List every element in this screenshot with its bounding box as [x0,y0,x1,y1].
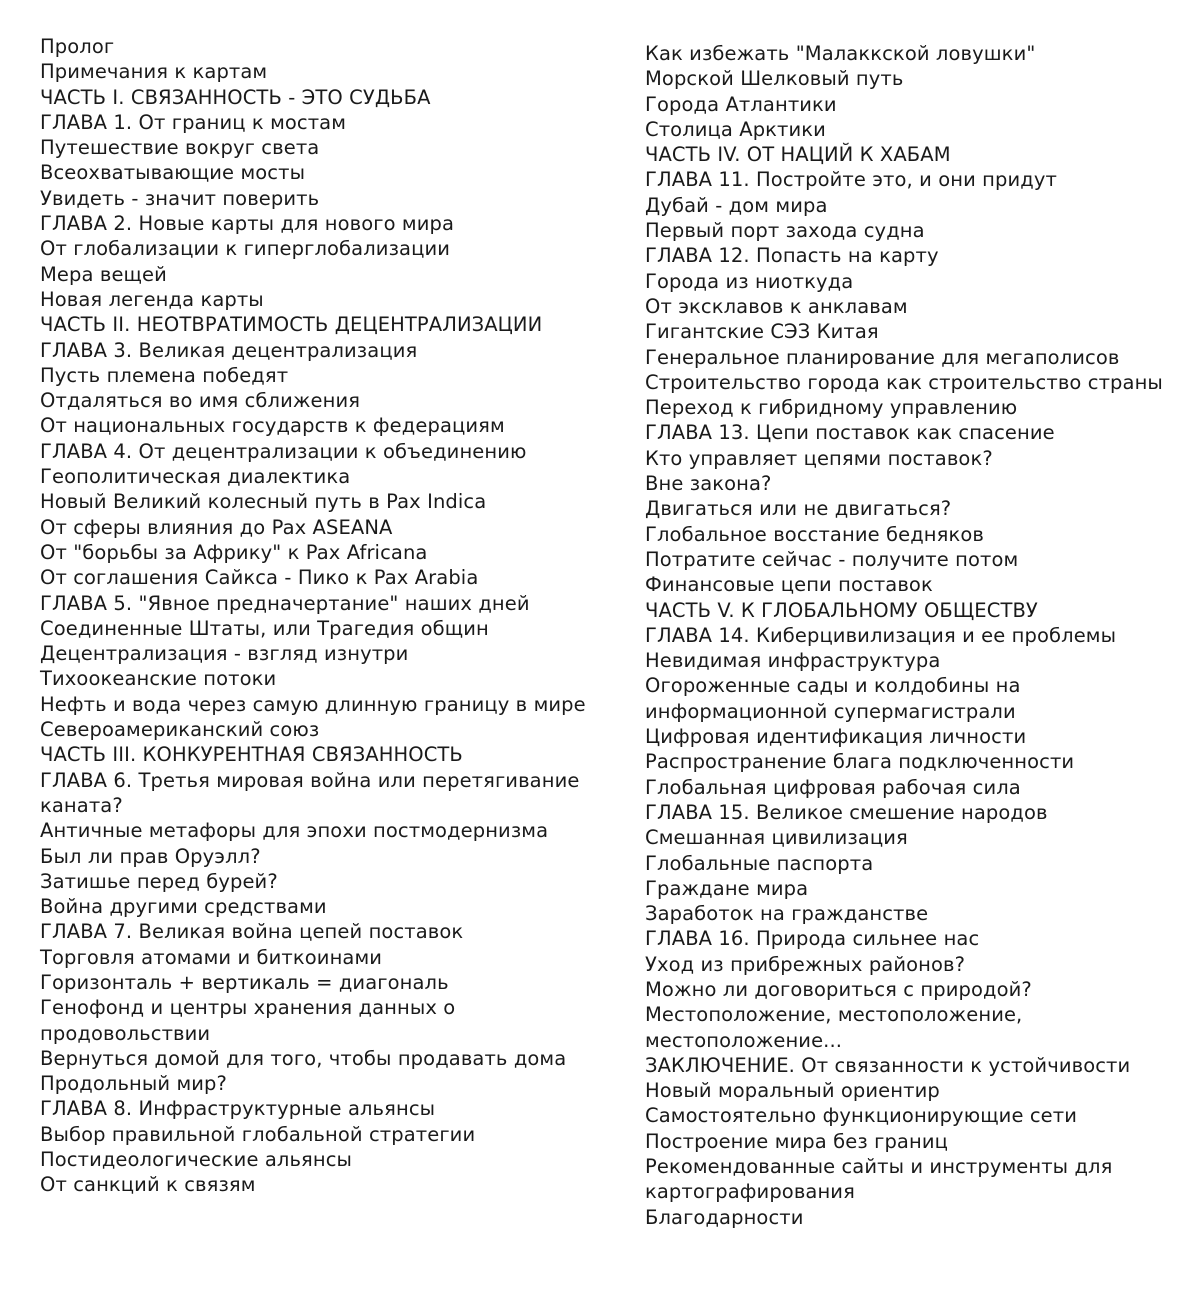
toc-entry: Путешествие вокруг света [40,136,320,160]
toc-entry: Затишье перед бурей? [40,869,278,893]
toc-entry: Античные метафоры для эпохи постмодернизма [40,819,549,843]
toc-entry: Всеохватывающие мосты [40,161,306,185]
toc-entry: ГЛАВА 4. От децентрализации к объединению [40,439,527,463]
toc-entry: Генеральное планирование для мегаполисов [645,345,1120,369]
toc-entry: Дубай - дом мира [645,193,828,217]
toc-entry: Примечания к картам [40,60,268,84]
toc-entry: Генофонд и центры хранения данных о продовольствии [40,996,456,1045]
toc-entry: От санкций к связям [40,1173,256,1197]
toc-entry: Города Атлантики [645,92,837,116]
toc-entry: ГЛАВА 7. Великая война цепей поставок [40,920,464,944]
toc-entry: Выбор правильной глобальной стратегии [40,1122,476,1146]
toc-entry: Двигаться или не двигаться? [645,497,952,521]
toc-entry: ГЛАВА 15. Великое смешение народов [645,800,1048,824]
toc-entry: От эксклавов к анклавам [645,294,908,318]
toc-entry: Глобальная цифровая рабочая сила [645,775,1021,799]
toc-entry: Можно ли договориться с природой? [645,977,1032,1001]
toc-entry: Увидеть - значит поверить [40,186,320,210]
toc-entry: ЧАСТЬ I. СВЯЗАННОСТЬ - ЭТО СУДЬБА [40,85,431,109]
toc-entry: Потратите сейчас - получите потом [645,547,1019,571]
toc-entry: Построение мира без границ [645,1129,948,1153]
toc-entry: ЧАСТЬ III. КОНКУРЕНТНАЯ СВЯЗАННОСТЬ [40,743,463,767]
toc-entry: Постидеологические альянсы [40,1148,353,1172]
toc-entry: От национальных государств к федерациям [40,414,505,438]
toc-entry: Был ли прав Оруэлл? [40,844,261,868]
toc-entry: ЗАКЛЮЧЕНИЕ. От связанности к устойчивости [645,1053,1131,1077]
toc-entry: ГЛАВА 12. Попасть на карту [645,244,939,268]
toc-entry: От сферы влияния до Pax ASEANA [40,515,393,539]
toc-entry: Города из ниоткуда [645,269,854,293]
toc-entry: Кто управляет цепями поставок? [645,446,993,470]
toc-entry: Столица Арктики [645,117,826,141]
toc-entry: Тихоокеанские потоки [40,667,277,691]
toc-entry: Самостоятельно функционирующие сети [645,1104,1077,1128]
toc-entry: ГЛАВА 1. От границ к мостам [40,110,347,134]
toc-entry: Отдаляться во имя сближения [40,389,361,413]
toc-entry: ГЛАВА 2. Новые карты для нового мира [40,212,455,236]
toc-entry: ГЛАВА 11. Постройте это, и они придут [645,168,1057,192]
toc-entry: Невидимая инфраструктура [645,649,941,673]
toc-entry: Вернуться домой для того, чтобы продавать дома [40,1046,567,1070]
toc-entry: Новая легенда карты [40,287,264,311]
toc-entry: Уход из прибрежных районов? [645,952,966,976]
toc-entry: Торговля атомами и биткоинами [40,945,383,969]
toc-entry: Огороженные сады и колдобины на информационной супермагистрали [645,674,1021,723]
toc-entry: Новый моральный ориентир [645,1079,940,1103]
toc-entry: ЧАСТЬ V. К ГЛОБАЛЬНОМУ ОБЩЕСТВУ [645,598,1038,622]
toc-entry: Местоположение, местоположение, местоположение... [645,1003,1023,1052]
toc-entry: ГЛАВА 14. Киберцивилизация и ее проблемы [645,623,1117,647]
toc-entry: Заработок на гражданстве [645,902,929,926]
toc-entry: От "борьбы за Африку" к Pax Africana [40,540,428,564]
toc-entry: Североамериканский союз [40,718,320,742]
toc-left-column [40,34,610,1198]
toc-entry: Децентрализация - взгляд изнутри [40,642,409,666]
toc-entry: Мера вещей [40,262,167,286]
toc-entry: Распространение блага подключенности [645,750,1075,774]
toc-entry: От соглашения Сайкса - Пико к Pax Arabia [40,566,479,590]
toc-entry: Морской Шелковый путь [645,67,904,91]
toc-entry: Продольный мир? [40,1072,227,1096]
toc-entry: Первый порт захода судна [645,219,925,243]
toc-entry: Смешанная цивилизация [645,826,908,850]
toc-entry: Гигантские СЭЗ Китая [645,320,879,344]
toc-entry: Рекомендованные сайты и инструменты для картографирования [645,1155,1113,1204]
toc-entry: Благодарности [645,1205,804,1229]
toc-entry: Граждане мира [645,876,809,900]
toc-entry: ГЛАВА 13. Цепи поставок как спасение [645,421,1055,445]
toc-entry: Соединенные Штаты, или Трагедия общин [40,616,489,640]
toc-entry: Как избежать "Малаккской ловушки" [645,42,1036,65]
toc-entry: Геополитическая диалектика [40,465,351,489]
toc-entry: ЧАСТЬ II. НЕОТВРАТИМОСТЬ ДЕЦЕНТРАЛИЗАЦИИ [40,313,543,337]
toc-entry: Война другими средствами [40,895,327,919]
toc-entry: ГЛАВА 6. Третья мировая война или перетягивание каната? [40,768,580,817]
toc-entry: Вне закона? [645,472,772,496]
toc-entry: Пусть племена победят [40,363,289,387]
toc-entry: ГЛАВА 3. Великая децентрализация [40,338,418,362]
toc-entry: ГЛАВА 16. Природа сильнее нас [645,927,980,951]
toc-entry: Цифровая идентификация личности [645,725,1027,749]
toc-entry: Финансовые цепи поставок [645,573,933,597]
toc-entry: ЧАСТЬ IV. ОТ НАЦИЙ К ХАБАМ [645,143,951,167]
toc-entry: От глобализации к гиперглобализации [40,237,451,261]
toc-entry: Горизонталь + вертикаль = диагональ [40,970,449,994]
toc-entry: Новый Великий колесный путь в Pax Indica [40,490,487,514]
toc-entry: ГЛАВА 8. Инфраструктурные альянсы [40,1097,436,1121]
toc-entry: Пролог [40,35,115,58]
toc-entry: Глобальное восстание бедняков [645,522,984,546]
toc-entry: ГЛАВА 5. "Явное предначертание" наших дней [40,591,530,615]
toc-entry: Переход к гибридному управлению [645,396,1018,420]
toc-entry: Строительство города как строительство страны [645,370,1163,394]
toc-entry: Глобальные паспорта [645,851,874,875]
toc-entry: Нефть и вода через самую длинную границу в мире [40,692,586,716]
toc-right-column [645,41,1195,1230]
